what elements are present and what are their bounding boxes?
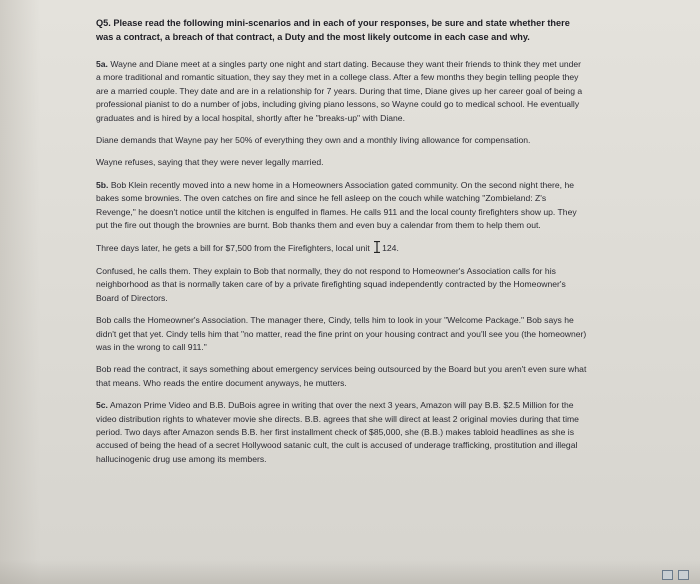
scenario-a-paragraph-1 bbox=[96, 58, 588, 125]
text-cursor-icon bbox=[373, 241, 381, 253]
scenario-b-paragraph-1 bbox=[96, 179, 588, 233]
scenario-c-paragraph-1 bbox=[96, 399, 588, 466]
scenario-b-text-2b: 124. bbox=[382, 243, 399, 254]
scenario-c-label: 5c. bbox=[96, 400, 108, 411]
corner-box-icon bbox=[662, 570, 673, 580]
scenario-c-text-1: Amazon Prime Video and B.B. DuBois agree in writing that over the next 3 years, Amazon will pay B.B. $2.5 Million for the video distribution rights to whatever movie she directs. B.B. agrees that she will direct at least 2 original movies during that time period. Two days after Amazon sends B.B. her first installment check of $85,000, she (B.B.) makes tabloid headlines as she is accused of being the head of a secret Hollywood satanic cult, the cult is accused of underage trafficking, prostitution and illegal hallucinogenic drug use among its members. bbox=[96, 400, 579, 464]
page-shadow-bottom bbox=[0, 560, 700, 584]
document-content bbox=[96, 16, 588, 475]
page-shadow-left bbox=[0, 0, 40, 584]
scenario-b-paragraph-4: Bob calls the Homeowner's Association. The manager there, Cindy, tells him to look in your "Welcome Package." Bob says he didn't get that yet. Cindy tells him that "no matter, read the fine print on your housing contract and you'll see you (the homeowner) was in the wrong to call 911." bbox=[96, 315, 587, 352]
scenario-a-paragraph-3: Wayne refuses, saying that they were never legally married. bbox=[96, 157, 324, 168]
scenario-b-text-2a: Three days later, he gets a bill for $7,500 from the Firefighters, local unit bbox=[96, 243, 373, 254]
scenario-b-paragraph-3: Confused, he calls them. They explain to Bob that normally, they do not respond to Homeowner's Association calls for his neighborhood as that is normally taken care of by a private firefighting squad independently contracted by the Homeowner's Board of Directors. bbox=[96, 265, 566, 303]
scenario-a-label: 5a. bbox=[96, 59, 108, 69]
corner-marks bbox=[654, 570, 694, 580]
scenario-a-paragraph-2: Diane demands that Wayne pay her 50% of everything they own and a monthly living allowance for compensation. bbox=[96, 135, 531, 146]
scenario-b-label: 5b. bbox=[96, 179, 109, 190]
scenario-a-text-1: Wayne and Diane meet at a singles party one night and start dating. Because they want their friends to think they met under a more traditional and romantic situation, they say they met in a college class. After a few months they begin telling people they are a married couple. They date and are in a relationship for 7 years. During that time, Diane gives up her career goal of being a professional pianist to do a number of jobs, including giving piano lessons, so Wayne could go to medical school. He eventually graduates and is hired by a local hospital, shortly after he "breaks-up" with Diane. bbox=[96, 59, 583, 123]
scenario-b-paragraph-5: Bob read the contract, it says something about emergency services being outsourced by the Board but you aren't even sure what that means. Who reads the entire document anyways, he mutters. bbox=[96, 364, 587, 388]
corner-box-icon bbox=[678, 570, 689, 580]
question-title: Q5. Please read the following mini-scenarios and in each of your responses, be sure and state whether there was a contract, a breach of that contract, a Duty and the most likely outcome in each case and why. bbox=[96, 18, 570, 42]
scenario-b-text-1: Bob Klein recently moved into a new home in a Homeowners Association gated community. On the second night there, he bakes some brownies. The oven catches on fire and since he fell asleep on the couch while watching "Zombieland: Z's Revenge," he doesn't notice until the kitchen is engulfed in flames. He calls 911 and the local county firefighters show up. They put the fire out though the brownies are burnt. Bob thanks them and even buy a calendar from them to help them out. bbox=[96, 179, 577, 231]
scenario-b-paragraph-2 bbox=[96, 241, 588, 255]
